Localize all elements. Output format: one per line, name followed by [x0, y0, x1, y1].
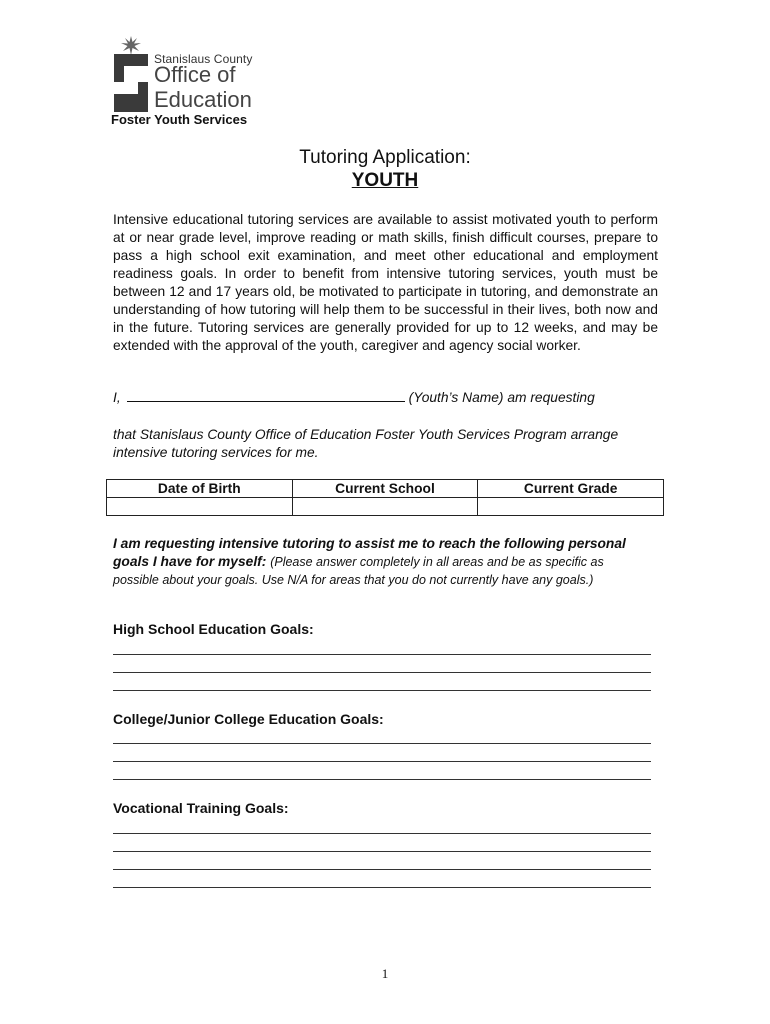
college-goal-line-1[interactable] [113, 743, 651, 744]
star-burst-icon [121, 36, 141, 55]
request-continued: that Stanislaus County Office of Education Foster Youth Services Program arrange intensive tutoring services for me. [113, 427, 619, 460]
request-line [113, 390, 595, 405]
department-name: Foster Youth Services [111, 112, 248, 127]
youth-info-table [106, 479, 664, 516]
high-school-goal-line-1[interactable] [113, 654, 651, 655]
page-title: Tutoring Application: [299, 147, 471, 168]
vocational-goal-line-3[interactable] [113, 869, 651, 870]
page-subtitle: YOUTH [351, 170, 419, 191]
logo-education-line: Education [154, 87, 252, 112]
high-school-goal-line-3[interactable] [113, 690, 651, 691]
logo-county-name: Stanislaus County [154, 52, 253, 66]
request-suffix: (Youth’s Name) am requesting [408, 390, 595, 405]
grade-field[interactable] [478, 498, 664, 516]
vocational-goal-line-2[interactable] [113, 851, 651, 852]
goals-intro-statement: I am requesting intensive tutoring to assist me to reach the following personal goals I have for myself: [113, 536, 626, 569]
high-school-goal-line-2[interactable] [113, 672, 651, 673]
high-school-goals-heading: High School Education Goals: [113, 621, 314, 637]
college-goal-line-3[interactable] [113, 779, 651, 780]
school-header: Current School [292, 480, 478, 498]
school-field[interactable] [292, 498, 478, 516]
college-goals-heading: College/Junior College Education Goals: [113, 711, 384, 727]
goals-intro-note: (Please answer completely in all areas and be as specific as possible about your goals. Use N/A for areas that you do not currently have any goals.) [113, 555, 604, 587]
request-prefix: I, [113, 390, 121, 405]
intro-paragraph: Intensive educational tutoring services are available to assist motivated youth to perform at or near grade level, improve reading or math skills, finish difficult courses, prepare to pass a high school exit examination, and meet other educational and employment readiness goals. In order to benefit from intensive tutoring services, youth must be between 12 and 17 years old, be motivated to participate in tutoring, and demonstrate an understanding of how tutoring will help them to be successful in their lives, both now and in the future. Tutoring services are generally provided for up to 12 weeks, and may be extended with the approval of the youth, caregiver and agency social worker. [113, 212, 658, 353]
goals-intro [113, 535, 653, 589]
page-number: 1 [381, 966, 389, 981]
logo-office-line: Office of [154, 62, 236, 87]
youth-name-field[interactable] [127, 390, 405, 402]
vocational-goals-heading: Vocational Training Goals: [113, 800, 289, 816]
table-row [107, 498, 664, 516]
dob-field[interactable] [107, 498, 293, 516]
college-goal-line-2[interactable] [113, 761, 651, 762]
vocational-goal-line-4[interactable] [113, 887, 651, 888]
table-header-row [107, 480, 664, 498]
vocational-goal-line-1[interactable] [113, 833, 651, 834]
s-mark-icon [114, 54, 148, 112]
grade-header: Current Grade [478, 480, 664, 498]
dob-header: Date of Birth [107, 480, 293, 498]
